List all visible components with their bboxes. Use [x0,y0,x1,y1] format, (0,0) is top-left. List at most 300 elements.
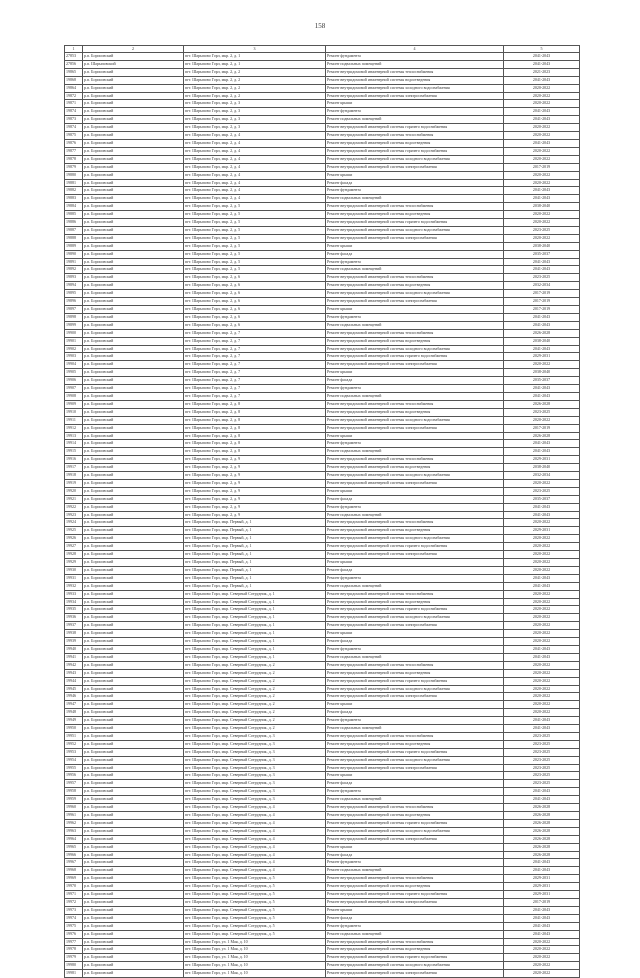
column-header: 3 [184,46,326,53]
period-cell: 2020-2022 [504,954,580,962]
municipality-cell: р.п. Борисовский [83,171,184,179]
row-id-cell: 19914 [65,440,83,448]
work-type-cell: Ремонт внутридомовой инженерной системы водоотведения [326,211,504,219]
municipality-cell: р.п. Борисовский [83,630,184,638]
row-id-cell: 19937 [65,622,83,630]
address-cell: пгт. Шарыпово Горл, мкр. 2, д. 5 [184,219,326,227]
work-type-cell: Ремонт внутридомовой инженерной системы теплоснабжения [326,456,504,464]
table-row [65,574,580,582]
work-type-cell: Ремонт фундамента [326,187,504,195]
municipality-cell: р.п. Борисовский [83,875,184,883]
period-cell: 2041-2043 [504,313,580,321]
municipality-cell: р.п. Борисовский [83,511,184,519]
row-id-cell: 19900 [65,329,83,337]
table-row [65,519,580,527]
period-cell: 2029-2031 [504,527,580,535]
row-id-cell: 19887 [65,226,83,234]
work-type-cell: Ремонт фундамента [326,717,504,725]
municipality-cell: р.п. Борисовский [83,321,184,329]
municipality-cell: р.п. Борисовский [83,234,184,242]
table-row [65,946,580,954]
table-row [65,298,580,306]
row-id-cell: 19924 [65,519,83,527]
work-type-cell: Ремонт внутридомовой инженерной системы водоотведения [326,883,504,891]
table-row [65,195,580,203]
period-cell: 2029-2031 [504,456,580,464]
work-type-cell: Ремонт крыши [326,772,504,780]
work-type-cell: Ремонт внутридомовой инженерной системы водоотведения [326,139,504,147]
municipality-cell: р.п. Борисовский [83,432,184,440]
row-id-cell: 19874 [65,108,83,116]
work-type-cell: Ремонт внутридомовой инженерной системы горячего водоснабжения [326,677,504,685]
period-cell: 2020-2022 [504,701,580,709]
municipality-cell: р.п. Борисовский [83,582,184,590]
work-type-cell: Ремонт внутридомовой инженерной системы электроснабжения [326,970,504,978]
address-cell: пгт. Шарыпово Горл, ул. 1 Мая, д. 10 [184,954,326,962]
work-type-cell: Ремонт крыши [326,369,504,377]
address-cell: пгт. Шарыпово Горл, мкр. Северный Сотрудник, д. 4 [184,851,326,859]
row-id-cell: 19895 [65,290,83,298]
period-cell: 2041-2043 [504,922,580,930]
work-type-cell: Ремонт внутридомовой инженерной системы электроснабжения [326,693,504,701]
address-cell: пгт. Шарыпово Горл, мкр. 2, д. 4 [184,132,326,140]
address-cell: пгт. Шарыпово Горл, мкр. 2, д. 6 [184,290,326,298]
work-type-cell: Ремонт подвальных помещений [326,511,504,519]
address-cell: пгт. Шарыпово Горл, мкр. Северный Сотрудник, д. 2 [184,677,326,685]
work-type-cell: Ремонт внутридомовой инженерной системы электроснабжения [326,361,504,369]
address-cell: пгт. Шарыпово Горл, мкр. Северный Сотрудник, д. 2 [184,709,326,717]
period-cell: 2023-2025 [504,756,580,764]
address-cell: пгт. Шарыпово Горл, мкр. Северный Сотрудник, д. 4 [184,804,326,812]
table-row [65,132,580,140]
municipality-cell: р.п. Борисовский [83,638,184,646]
municipality-cell: р.п. Борисовский [83,369,184,377]
column-header: 5 [504,46,580,53]
table-row [65,464,580,472]
municipality-cell: р.п. Борисовский [83,211,184,219]
table-row [65,638,580,646]
period-cell: 2020-2022 [504,519,580,527]
row-id-cell: 19959 [65,796,83,804]
address-cell: пгт. Шарыпово Горл, мкр. Первый, д. 1 [184,574,326,582]
work-type-cell: Ремонт внутридомовой инженерной системы горячего водоснабжения [326,124,504,132]
row-id-cell: 19939 [65,638,83,646]
table-row [65,306,580,314]
table-row [65,685,580,693]
period-cell: 2020-2022 [504,219,580,227]
table-row [65,337,580,345]
period-cell: 2041-2043 [504,796,580,804]
address-cell: пгт. Шарыпово Горл, мкр. Первый, д. 1 [184,543,326,551]
municipality-cell: р.п. Борисовский [83,748,184,756]
period-cell: 2029-2031 [504,353,580,361]
period-cell: 2020-2022 [504,124,580,132]
work-type-cell: Ремонт внутридомовой инженерной системы электроснабжения [326,835,504,843]
address-cell: пгт. Шарыпово Горл, мкр. 2, д. 1 [184,60,326,68]
work-type-cell: Ремонт фасада [326,638,504,646]
address-cell: пгт. Шарыпово Горл, мкр. 2, д. 8 [184,424,326,432]
table-row [65,922,580,930]
period-cell: 2020-2022 [504,590,580,598]
period-cell: 2017-2019 [504,306,580,314]
municipality-cell: р.п. Борисовский [83,124,184,132]
row-id-cell: 19897 [65,306,83,314]
table-row [65,590,580,598]
municipality-cell: р.п. Борисовский [83,163,184,171]
work-type-cell: Ремонт подвальных помещений [326,867,504,875]
address-cell: пгт. Шарыпово Горл, мкр. Северный Сотрудник, д. 5 [184,906,326,914]
row-id-cell: 19936 [65,614,83,622]
address-cell: пгт. Шарыпово Горл, мкр. 2, д. 3 [184,124,326,132]
period-cell: 2020-2022 [504,566,580,574]
table-row [65,622,580,630]
address-cell: пгт. Шарыпово Горл, мкр. 2, д. 4 [184,187,326,195]
address-cell: пгт. Шарыпово Горл, мкр. Северный Сотрудник, д. 1 [184,590,326,598]
municipality-cell: р.п. Борисовский [83,53,184,61]
row-id-cell: 19976 [65,930,83,938]
period-cell: 2041-2043 [504,574,580,582]
table-row [65,732,580,740]
municipality-cell: р.п. Борисовский [83,906,184,914]
work-type-cell: Ремонт внутридомовой инженерной системы теплоснабжения [326,519,504,527]
table-row [65,804,580,812]
work-type-cell: Ремонт внутридомовой инженерной системы холодного водоснабжения [326,290,504,298]
period-cell: 2020-2022 [504,630,580,638]
table-row [65,503,580,511]
municipality-cell: р.п. Борисовский [83,732,184,740]
address-cell: пгт. Шарыпово Горл, мкр. Первый, д. 1 [184,527,326,535]
municipality-cell: р.п. Борисовский [83,669,184,677]
period-cell: 2020-2022 [504,479,580,487]
municipality-cell: р.п. Борисовский [83,946,184,954]
table-row [65,827,580,835]
work-type-cell: Ремонт фасада [326,851,504,859]
municipality-cell: р.п. Борисовский [83,709,184,717]
period-cell: 2020-2022 [504,234,580,242]
period-cell: 2020-2022 [504,211,580,219]
table-row [65,266,580,274]
work-type-cell: Ремонт крыши [326,843,504,851]
period-cell: 2041-2043 [504,717,580,725]
address-cell: пгт. Шарыпово Горл, мкр. 2, д. 5 [184,250,326,258]
address-cell: пгт. Шарыпово Горл, мкр. 2, д. 7 [184,345,326,353]
row-id-cell: 19933 [65,590,83,598]
table-row [65,416,580,424]
municipality-cell: р.п. Борисовский [83,590,184,598]
address-cell: пгт. Шарыпово Горл, мкр. Северный Сотрудник, д. 1 [184,645,326,653]
row-id-cell: 19904 [65,361,83,369]
municipality-cell: р.п. Борисовский [83,796,184,804]
work-type-cell: Ремонт внутридомовой инженерной системы холодного водоснабжения [326,685,504,693]
table-row [65,274,580,282]
row-id-cell: 19902 [65,345,83,353]
address-cell: пгт. Шарыпово Горл, мкр. 2, д. 3 [184,100,326,108]
row-id-cell: 19956 [65,772,83,780]
address-cell: пгт. Шарыпово Горл, мкр. Северный Сотрудник, д. 2 [184,717,326,725]
municipality-cell: р.п. Борисовский [83,313,184,321]
address-cell: пгт. Шарыпово Горл, мкр. 2, д. 4 [184,195,326,203]
work-type-cell: Ремонт фундамента [326,503,504,511]
period-cell: 2020-2022 [504,661,580,669]
address-cell: пгт. Шарыпово Горл, мкр. Северный Сотрудник, д. 4 [184,859,326,867]
municipality-cell: р.п. Борисовский [83,139,184,147]
period-cell: 2041-2043 [504,258,580,266]
address-cell: пгт. Шарыпово Горл, мкр. 2, д. 6 [184,306,326,314]
table-row [65,756,580,764]
row-id-cell: 19918 [65,472,83,480]
address-cell: пгт. Шарыпово Горл, мкр. Северный Сотрудник, д. 5 [184,930,326,938]
table-row [65,511,580,519]
work-type-cell: Ремонт внутридомовой инженерной системы водоотведения [326,408,504,416]
row-id-cell: 19978 [65,946,83,954]
municipality-cell: р.п. Борисовский [83,464,184,472]
row-id-cell: 19864 [65,84,83,92]
table-row [65,630,580,638]
row-id-cell: 27853 [65,53,83,61]
address-cell: пгт. Шарыпово Горл, мкр. 2, д. 6 [184,321,326,329]
table-row [65,645,580,653]
address-cell: пгт. Шарыпово Горл, мкр. 2, д. 2 [184,92,326,100]
period-cell: 2020-2022 [504,361,580,369]
municipality-cell: р.п. Борисовский [83,108,184,116]
row-id-cell: 19977 [65,938,83,946]
work-type-cell: Ремонт фасада [326,780,504,788]
work-type-cell: Ремонт внутридомовой инженерной системы водоотведения [326,282,504,290]
work-type-cell: Ремонт внутридомовой инженерной системы электроснабжения [326,234,504,242]
table-row [65,725,580,733]
row-id-cell: 19865 [65,68,83,76]
table-row [65,321,580,329]
municipality-cell: р.п. Борисовский [83,440,184,448]
period-cell: 2041-2043 [504,108,580,116]
table-row [65,740,580,748]
table-row [65,392,580,400]
address-cell: пгт. Шарыпово Горл, мкр. Северный Сотрудник, д. 5 [184,891,326,899]
table-row [65,582,580,590]
table-row [65,345,580,353]
work-type-cell: Ремонт внутридомовой инженерной системы горячего водоснабжения [326,219,504,227]
work-type-cell: Ремонт подвальных помещений [326,653,504,661]
row-id-cell: 19930 [65,566,83,574]
work-type-cell: Ремонт фасада [326,914,504,922]
municipality-cell: р.п. Борисовский [83,756,184,764]
work-type-cell: Ремонт фасада [326,250,504,258]
municipality-cell: р.п. Борисовский [83,543,184,551]
municipality-cell: р.п. Борисовский [83,345,184,353]
period-cell: 2023-2025 [504,740,580,748]
municipality-cell: р.п. Борисовский [83,479,184,487]
period-cell: 2017-2019 [504,290,580,298]
work-type-cell: Ремонт фундамента [326,645,504,653]
row-id-cell: 19973 [65,906,83,914]
row-id-cell: 19926 [65,535,83,543]
municipality-cell: р.п. Борисовский [83,100,184,108]
table-row [65,258,580,266]
municipality-cell: р.п. Борисовский [83,519,184,527]
address-cell: пгт. Шарыпово Горл, мкр. Северный Сотрудник, д. 4 [184,835,326,843]
row-id-cell: 19910 [65,408,83,416]
period-cell: 2020-2022 [504,147,580,155]
table-row [65,661,580,669]
municipality-cell: р.п. Борисовский [83,693,184,701]
row-id-cell: 19889 [65,242,83,250]
work-type-cell: Ремонт крыши [326,630,504,638]
period-cell: 2041-2043 [504,60,580,68]
table-row [65,400,580,408]
period-cell: 2020-2022 [504,559,580,567]
row-id-cell: 19946 [65,693,83,701]
row-id-cell: 19917 [65,464,83,472]
row-id-cell: 19969 [65,875,83,883]
row-id-cell: 19877 [65,147,83,155]
row-id-cell: 19971 [65,891,83,899]
municipality-cell: р.п. Борисовский [83,424,184,432]
work-type-cell: Ремонт внутридомовой инженерной системы горячего водоснабжения [326,606,504,614]
work-type-cell: Ремонт внутридомовой инженерной системы водоотведения [326,740,504,748]
municipality-cell: р.п. Борисовский [83,914,184,922]
row-id-cell: 19899 [65,321,83,329]
table-row [65,432,580,440]
period-cell: 2023-2025 [504,780,580,788]
address-cell: пгт. Шарыпово Горл, мкр. Северный Сотрудник, д. 5 [184,898,326,906]
row-id-cell: 19892 [65,266,83,274]
address-cell: пгт. Шарыпово Горл, мкр. Северный Сотрудник, д. 3 [184,796,326,804]
row-id-cell: 19980 [65,962,83,970]
work-type-cell: Ремонт внутридомовой инженерной системы холодного водоснабжения [326,84,504,92]
address-cell: пгт. Шарыпово Горл, мкр. 2, д. 7 [184,392,326,400]
work-type-cell: Ремонт внутридомовой инженерной системы электроснабжения [326,898,504,906]
work-type-cell: Ремонт подвальных помещений [326,930,504,938]
work-type-cell: Ремонт внутридомовой инженерной системы теплоснабжения [326,804,504,812]
work-type-cell: Ремонт внутридомовой инженерной системы горячего водоснабжения [326,353,504,361]
table-row [65,875,580,883]
municipality-cell: р.п. Борисовский [83,337,184,345]
municipality-cell: р.п. Борисовский [83,68,184,76]
municipality-cell: р.п. Борисовский [83,179,184,187]
table-row [65,313,580,321]
work-type-cell: Ремонт внутридомовой инженерной системы холодного водоснабжения [326,472,504,480]
row-id-cell: 19958 [65,788,83,796]
work-type-cell: Ремонт крыши [326,906,504,914]
table-row [65,211,580,219]
municipality-cell: р.п. Борисовский [83,812,184,820]
work-type-cell: Ремонт подвальных помещений [326,321,504,329]
period-cell: 2041-2043 [504,867,580,875]
period-cell: 2020-2022 [504,179,580,187]
address-cell: пгт. Шарыпово Горл, мкр. 2, д. 6 [184,282,326,290]
municipality-cell: р.п. Борисовский [83,922,184,930]
period-cell: 2021-2023 [504,68,580,76]
work-type-cell: Ремонт внутридомовой инженерной системы теплоснабжения [326,274,504,282]
period-cell: 2041-2043 [504,582,580,590]
work-type-cell: Ремонт фундамента [326,922,504,930]
row-id-cell: 19938 [65,630,83,638]
row-id-cell: 19868 [65,76,83,84]
row-id-cell: 19916 [65,456,83,464]
municipality-cell: р.п. Борисовский [83,408,184,416]
table-row [65,163,580,171]
row-id-cell: 19875 [65,132,83,140]
row-id-cell: 27856 [65,60,83,68]
table-row [65,812,580,820]
row-id-cell: 19915 [65,448,83,456]
municipality-cell: р.п. Борисовский [83,250,184,258]
work-type-cell: Ремонт фундамента [326,258,504,266]
period-cell: 2041-2043 [504,914,580,922]
table-row [65,819,580,827]
row-id-cell: 19974 [65,914,83,922]
municipality-cell: р.п. Борисовский [83,132,184,140]
work-type-cell: Ремонт крыши [326,559,504,567]
page-number: 158 [314,22,326,30]
address-cell: пгт. Шарыпово Горл, ул. 1 Мая, д. 10 [184,946,326,954]
period-cell: 2026-2028 [504,835,580,843]
address-cell: пгт. Шарыпово Горл, ул. 1 Мая, д. 10 [184,938,326,946]
row-id-cell: 19872 [65,92,83,100]
period-cell: 2026-2028 [504,851,580,859]
municipality-cell: р.п. Борисовский [83,867,184,875]
table-row [65,891,580,899]
row-id-cell: 19908 [65,392,83,400]
period-cell: 2029-2031 [504,883,580,891]
work-type-cell: Ремонт внутридомовой инженерной системы водоотведения [326,598,504,606]
address-cell: пгт. Шарыпово Горл, мкр. 2, д. 5 [184,242,326,250]
address-cell: пгт. Шарыпово Горл, мкр. 2, д. 7 [184,377,326,385]
table-row [65,669,580,677]
table-row [65,250,580,258]
work-type-cell: Ремонт внутридомовой инженерной системы электроснабжения [326,424,504,432]
table-row [65,329,580,337]
capital-repair-table [64,45,580,978]
table-row [65,179,580,187]
period-cell: 2026-2028 [504,400,580,408]
table-row [65,369,580,377]
municipality-cell: р.п. Борисовский [83,282,184,290]
municipality-cell: р.п. Борисовский [83,527,184,535]
table-row [65,709,580,717]
work-type-cell: Ремонт фасада [326,566,504,574]
address-cell: пгт. Шарыпово Горл, мкр. Северный Сотрудник, д. 1 [184,638,326,646]
municipality-cell: р.п. Борисовский [83,385,184,393]
row-id-cell: 19928 [65,551,83,559]
work-type-cell: Ремонт внутридомовой инженерной системы горячего водоснабжения [326,819,504,827]
work-type-cell: Ремонт внутридомовой инженерной системы холодного водоснабжения [326,962,504,970]
work-type-cell: Ремонт подвальных помещений [326,448,504,456]
table-row [65,970,580,978]
municipality-cell: р.п. Борисовский [83,883,184,891]
period-cell: 2041-2043 [504,511,580,519]
row-id-cell: 19961 [65,812,83,820]
row-id-cell: 19906 [65,377,83,385]
row-id-cell: 19919 [65,479,83,487]
address-cell: пгт. Шарыпово Горл, мкр. Северный Сотрудник, д. 3 [184,788,326,796]
row-id-cell: 19950 [65,725,83,733]
table-row [65,701,580,709]
address-cell: пгт. Шарыпово Горл, мкр. 2, д. 6 [184,298,326,306]
period-cell: 2041-2043 [504,503,580,511]
address-cell: пгт. Шарыпово Горл, мкр. 2, д. 8 [184,416,326,424]
address-cell: пгт. Шарыпово Горл, мкр. 2, д. 1 [184,53,326,61]
municipality-cell: р.п. Борисовский [83,598,184,606]
period-cell: 2020-2022 [504,551,580,559]
work-type-cell: Ремонт фасада [326,179,504,187]
row-id-cell: 19898 [65,313,83,321]
row-id-cell: 19966 [65,851,83,859]
period-cell: 2026-2028 [504,827,580,835]
row-id-cell: 19913 [65,432,83,440]
row-id-cell: 19935 [65,606,83,614]
table-row [65,954,580,962]
